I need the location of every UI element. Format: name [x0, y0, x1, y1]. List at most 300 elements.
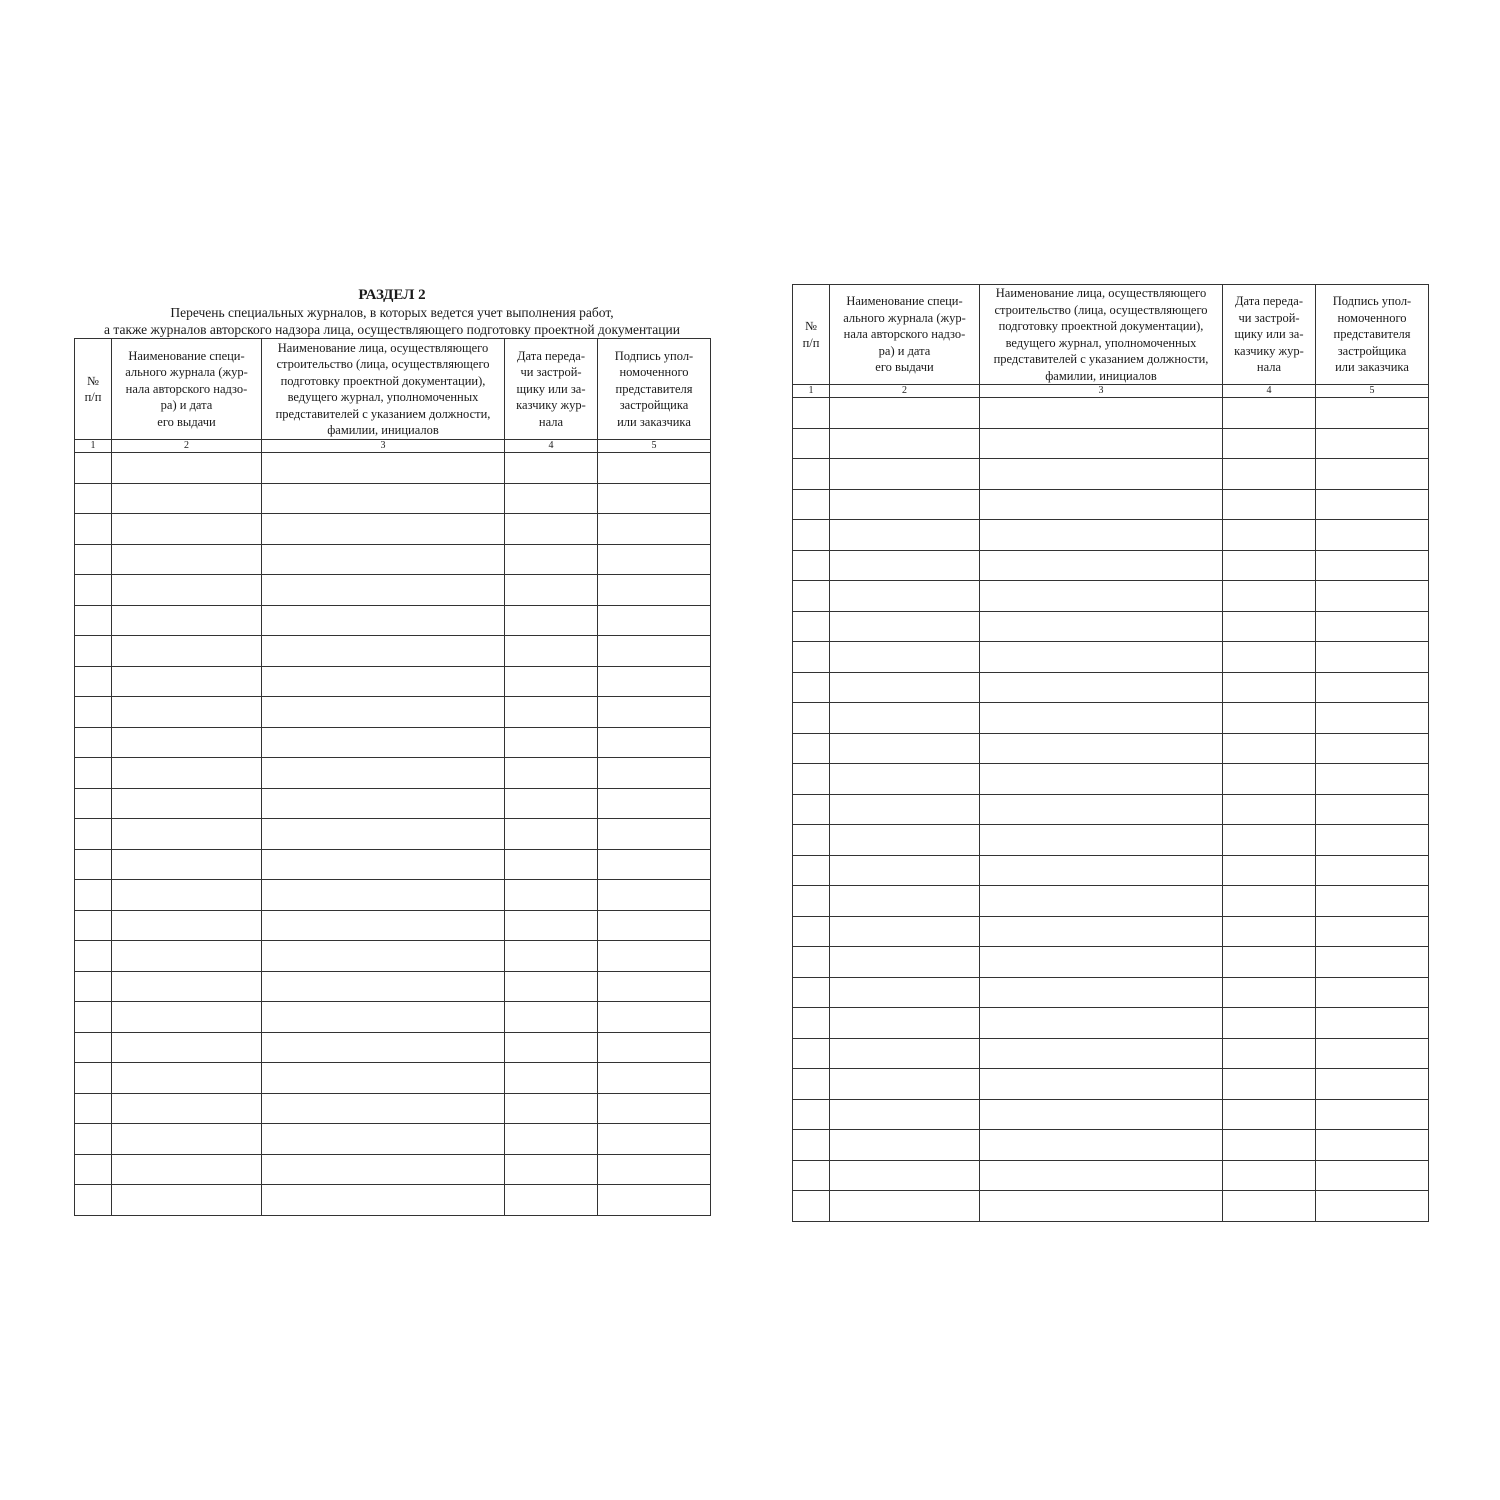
header-line: №	[87, 373, 99, 388]
cell-responsible-person[interactable]	[980, 764, 1223, 795]
cell-signature[interactable]	[598, 697, 711, 728]
cell-signature[interactable]	[1316, 794, 1429, 825]
cell-signature[interactable]	[598, 880, 711, 911]
cell-transfer-date[interactable]	[1223, 520, 1316, 551]
cell-journal-name[interactable]	[112, 1063, 262, 1094]
cell-number[interactable]	[793, 1069, 830, 1100]
cell-number[interactable]	[75, 880, 112, 911]
cell-journal-name[interactable]	[830, 1008, 980, 1039]
table-row	[793, 703, 1429, 734]
cell-journal-name[interactable]	[830, 428, 980, 459]
right-page	[792, 284, 1428, 1222]
cell-responsible-person[interactable]	[262, 880, 505, 911]
cell-transfer-date[interactable]	[1223, 1069, 1316, 1100]
cell-journal-name[interactable]	[112, 758, 262, 789]
cell-transfer-date[interactable]	[505, 819, 598, 850]
cell-number[interactable]	[793, 581, 830, 612]
cell-transfer-date[interactable]	[1223, 428, 1316, 459]
cell-signature[interactable]	[1316, 642, 1429, 673]
cell-number[interactable]	[793, 916, 830, 947]
cell-responsible-person[interactable]	[262, 849, 505, 880]
table-row	[793, 550, 1429, 581]
cell-responsible-person[interactable]	[262, 941, 505, 972]
cell-responsible-person[interactable]	[262, 605, 505, 636]
cell-number[interactable]	[793, 977, 830, 1008]
cell-responsible-person[interactable]	[980, 398, 1223, 429]
cell-signature[interactable]	[1316, 581, 1429, 612]
header-line: №	[805, 319, 817, 333]
table-row	[793, 1191, 1429, 1222]
cell-responsible-person[interactable]	[980, 855, 1223, 886]
header-line: или заказчика	[1335, 360, 1409, 375]
cell-responsible-person[interactable]	[980, 733, 1223, 764]
cell-signature[interactable]	[1316, 672, 1429, 703]
cell-number[interactable]	[793, 794, 830, 825]
cell-transfer-date[interactable]	[505, 453, 598, 484]
cell-journal-name[interactable]	[830, 733, 980, 764]
cell-signature[interactable]	[1316, 703, 1429, 734]
cell-responsible-person[interactable]	[980, 1191, 1223, 1222]
cell-journal-name[interactable]	[830, 825, 980, 856]
cell-signature[interactable]	[1316, 520, 1429, 551]
cell-responsible-person[interactable]	[262, 514, 505, 545]
cell-transfer-date[interactable]	[1223, 1191, 1316, 1222]
cell-journal-name[interactable]	[830, 550, 980, 581]
cell-signature[interactable]	[1316, 1099, 1429, 1130]
cell-number[interactable]	[75, 636, 112, 667]
cell-transfer-date[interactable]	[1223, 825, 1316, 856]
cell-transfer-date[interactable]	[505, 697, 598, 728]
cell-signature[interactable]	[1316, 1191, 1429, 1222]
cell-journal-name[interactable]	[830, 1130, 980, 1161]
cell-number[interactable]	[793, 489, 830, 520]
cell-transfer-date[interactable]	[1223, 1008, 1316, 1039]
cell-signature[interactable]	[598, 971, 711, 1002]
cell-transfer-date[interactable]	[505, 1063, 598, 1094]
cell-number[interactable]	[75, 1124, 112, 1155]
header-journal-name	[112, 339, 262, 440]
cell-number[interactable]	[75, 483, 112, 514]
cell-transfer-date[interactable]	[505, 1002, 598, 1033]
column-number: 4	[505, 440, 598, 453]
cell-signature[interactable]	[598, 819, 711, 850]
cell-responsible-person[interactable]	[980, 916, 1223, 947]
cell-signature[interactable]	[1316, 428, 1429, 459]
cell-signature[interactable]	[598, 1185, 711, 1216]
cell-journal-name[interactable]	[830, 581, 980, 612]
cell-responsible-person[interactable]	[262, 575, 505, 606]
cell-journal-name[interactable]	[830, 611, 980, 642]
cell-signature[interactable]	[1316, 1130, 1429, 1161]
cell-responsible-person[interactable]	[262, 910, 505, 941]
cell-responsible-person[interactable]	[980, 672, 1223, 703]
cell-number[interactable]	[75, 849, 112, 880]
cell-journal-name[interactable]	[112, 880, 262, 911]
column-number-row	[75, 440, 711, 453]
header-line: ра) и дата	[878, 343, 931, 358]
table-row	[793, 825, 1429, 856]
header-signature	[598, 339, 711, 440]
header-journal-name	[830, 285, 980, 385]
cell-signature[interactable]	[1316, 1038, 1429, 1069]
cell-transfer-date[interactable]	[505, 1093, 598, 1124]
cell-signature[interactable]	[598, 758, 711, 789]
cell-responsible-person[interactable]	[980, 489, 1223, 520]
header-line: Подпись упол-	[1332, 294, 1412, 309]
cell-responsible-person[interactable]	[980, 886, 1223, 917]
cell-journal-name[interactable]	[112, 1002, 262, 1033]
cell-journal-name[interactable]	[830, 947, 980, 978]
table-row	[793, 1099, 1429, 1130]
cell-signature[interactable]	[1316, 398, 1429, 429]
cell-transfer-date[interactable]	[1223, 1130, 1316, 1161]
cell-signature[interactable]	[1316, 1008, 1429, 1039]
cell-number[interactable]	[75, 544, 112, 575]
cell-responsible-person[interactable]	[262, 1185, 505, 1216]
table-row	[793, 1038, 1429, 1069]
cell-number[interactable]	[75, 1185, 112, 1216]
cell-number[interactable]	[75, 514, 112, 545]
cell-transfer-date[interactable]	[505, 758, 598, 789]
cell-responsible-person[interactable]	[980, 703, 1223, 734]
cell-transfer-date[interactable]	[505, 1124, 598, 1155]
cell-transfer-date[interactable]	[1223, 794, 1316, 825]
cell-responsible-person[interactable]	[980, 1008, 1223, 1039]
cell-transfer-date[interactable]	[505, 880, 598, 911]
cell-signature[interactable]	[1316, 977, 1429, 1008]
cell-responsible-person[interactable]	[980, 1099, 1223, 1130]
cell-responsible-person[interactable]	[980, 459, 1223, 490]
cell-journal-name[interactable]	[112, 819, 262, 850]
cell-journal-name[interactable]	[112, 575, 262, 606]
cell-journal-name[interactable]	[112, 788, 262, 819]
cell-transfer-date[interactable]	[1223, 855, 1316, 886]
cell-signature[interactable]	[1316, 855, 1429, 886]
cell-signature[interactable]	[598, 636, 711, 667]
cell-number[interactable]	[75, 727, 112, 758]
cell-responsible-person[interactable]	[262, 636, 505, 667]
table-row	[75, 1093, 711, 1124]
cell-signature[interactable]	[1316, 886, 1429, 917]
cell-number[interactable]	[793, 855, 830, 886]
table-row	[793, 1008, 1429, 1039]
cell-number[interactable]	[793, 764, 830, 795]
cell-transfer-date[interactable]	[505, 1032, 598, 1063]
cell-responsible-person[interactable]	[980, 1130, 1223, 1161]
cell-journal-name[interactable]	[112, 605, 262, 636]
cell-number[interactable]	[75, 1093, 112, 1124]
header-line: ведущего журнал, уполномоченных	[287, 390, 479, 404]
cell-responsible-person[interactable]	[980, 550, 1223, 581]
cell-journal-name[interactable]	[830, 1160, 980, 1191]
header-responsible-person	[262, 339, 505, 440]
cell-number[interactable]	[75, 788, 112, 819]
cell-journal-name[interactable]	[830, 1038, 980, 1069]
cell-number[interactable]	[793, 886, 830, 917]
cell-number[interactable]	[793, 398, 830, 429]
cell-transfer-date[interactable]	[505, 941, 598, 972]
cell-journal-name[interactable]	[112, 514, 262, 545]
cell-responsible-person[interactable]	[980, 428, 1223, 459]
cell-responsible-person[interactable]	[262, 453, 505, 484]
cell-signature[interactable]	[598, 941, 711, 972]
cell-number[interactable]	[75, 910, 112, 941]
table-row	[793, 855, 1429, 886]
cell-transfer-date[interactable]	[1223, 1099, 1316, 1130]
cell-number[interactable]	[75, 605, 112, 636]
cell-number[interactable]	[793, 611, 830, 642]
cell-journal-name[interactable]	[112, 483, 262, 514]
header-line: чи застрой-	[1238, 310, 1300, 325]
cell-journal-name[interactable]	[830, 977, 980, 1008]
cell-number[interactable]	[75, 1154, 112, 1185]
cell-number[interactable]	[75, 1032, 112, 1063]
cell-journal-name[interactable]	[112, 971, 262, 1002]
cell-transfer-date[interactable]	[505, 1154, 598, 1185]
cell-journal-name[interactable]	[830, 672, 980, 703]
cell-journal-name[interactable]	[830, 703, 980, 734]
cell-journal-name[interactable]	[830, 489, 980, 520]
cell-journal-name[interactable]	[112, 910, 262, 941]
cell-number[interactable]	[75, 666, 112, 697]
cell-transfer-date[interactable]	[505, 514, 598, 545]
cell-journal-name[interactable]	[112, 1185, 262, 1216]
cell-journal-name[interactable]	[112, 941, 262, 972]
cell-signature[interactable]	[1316, 459, 1429, 490]
cell-signature[interactable]	[1316, 825, 1429, 856]
cell-transfer-date[interactable]	[1223, 1160, 1316, 1191]
cell-journal-name[interactable]	[830, 1191, 980, 1222]
cell-journal-name[interactable]	[830, 855, 980, 886]
cell-signature[interactable]	[598, 1002, 711, 1033]
header-line: номоченного	[1337, 310, 1407, 325]
cell-number[interactable]	[793, 1191, 830, 1222]
cell-number[interactable]	[793, 947, 830, 978]
cell-responsible-person[interactable]	[262, 819, 505, 850]
journal-table-continued	[792, 284, 1429, 1222]
cell-transfer-date[interactable]	[1223, 977, 1316, 1008]
cell-transfer-date[interactable]	[505, 605, 598, 636]
cell-transfer-date[interactable]	[1223, 1038, 1316, 1069]
cell-journal-name[interactable]	[830, 794, 980, 825]
column-number: 5	[598, 440, 711, 453]
cell-number[interactable]	[793, 550, 830, 581]
cell-signature[interactable]	[1316, 733, 1429, 764]
cell-number[interactable]	[75, 697, 112, 728]
cell-responsible-person[interactable]	[262, 1063, 505, 1094]
cell-transfer-date[interactable]	[1223, 916, 1316, 947]
cell-transfer-date[interactable]	[505, 788, 598, 819]
left-page	[74, 286, 710, 1216]
header-line: ведущего журнал, уполномоченных	[1005, 335, 1197, 350]
cell-transfer-date[interactable]	[505, 544, 598, 575]
cell-signature[interactable]	[598, 483, 711, 514]
table-row	[75, 483, 711, 514]
cell-number[interactable]	[793, 642, 830, 673]
cell-responsible-person[interactable]	[262, 697, 505, 728]
cell-number[interactable]	[75, 453, 112, 484]
cell-number[interactable]	[793, 428, 830, 459]
cell-responsible-person[interactable]	[980, 1069, 1223, 1100]
cell-signature[interactable]	[598, 910, 711, 941]
cell-signature[interactable]	[1316, 611, 1429, 642]
header-number	[793, 285, 830, 385]
cell-signature[interactable]	[598, 849, 711, 880]
cell-number[interactable]	[793, 733, 830, 764]
cell-number[interactable]	[793, 520, 830, 551]
cell-journal-name[interactable]	[830, 1069, 980, 1100]
cell-transfer-date[interactable]	[1223, 733, 1316, 764]
column-number: 1	[75, 440, 112, 453]
cell-number[interactable]	[793, 459, 830, 490]
cell-number[interactable]	[793, 1038, 830, 1069]
cell-signature[interactable]	[598, 1032, 711, 1063]
cell-transfer-date[interactable]	[505, 971, 598, 1002]
cell-signature[interactable]	[598, 453, 711, 484]
cell-transfer-date[interactable]	[505, 910, 598, 941]
cell-transfer-date[interactable]	[505, 727, 598, 758]
cell-journal-name[interactable]	[112, 849, 262, 880]
cell-journal-name[interactable]	[112, 1124, 262, 1155]
cell-signature[interactable]	[598, 1124, 711, 1155]
cell-responsible-person[interactable]	[980, 1160, 1223, 1191]
cell-number[interactable]	[75, 758, 112, 789]
cell-journal-name[interactable]	[112, 727, 262, 758]
cell-responsible-person[interactable]	[262, 666, 505, 697]
cell-responsible-person[interactable]	[980, 947, 1223, 978]
cell-responsible-person[interactable]	[262, 1154, 505, 1185]
cell-journal-name[interactable]	[830, 398, 980, 429]
cell-number[interactable]	[793, 1160, 830, 1191]
cell-responsible-person[interactable]	[262, 544, 505, 575]
cell-journal-name[interactable]	[112, 636, 262, 667]
cell-signature[interactable]	[1316, 1160, 1429, 1191]
cell-responsible-person[interactable]	[262, 727, 505, 758]
cell-transfer-date[interactable]	[505, 483, 598, 514]
cell-journal-name[interactable]	[112, 453, 262, 484]
header-line: казчику жур-	[516, 398, 586, 413]
cell-responsible-person[interactable]	[262, 758, 505, 789]
cell-signature[interactable]	[598, 1154, 711, 1185]
cell-journal-name[interactable]	[830, 916, 980, 947]
cell-number[interactable]	[75, 1063, 112, 1094]
cell-transfer-date[interactable]	[1223, 703, 1316, 734]
cell-transfer-date[interactable]	[1223, 459, 1316, 490]
cell-journal-name[interactable]	[112, 1093, 262, 1124]
cell-number[interactable]	[75, 971, 112, 1002]
cell-responsible-person[interactable]	[980, 611, 1223, 642]
cell-responsible-person[interactable]	[262, 788, 505, 819]
cell-signature[interactable]	[598, 1093, 711, 1124]
cell-signature[interactable]	[598, 788, 711, 819]
cell-journal-name[interactable]	[112, 1154, 262, 1185]
cell-responsible-person[interactable]	[980, 977, 1223, 1008]
cell-signature[interactable]	[598, 575, 711, 606]
cell-responsible-person[interactable]	[980, 825, 1223, 856]
header-signature	[1316, 285, 1429, 385]
cell-number[interactable]	[75, 941, 112, 972]
cell-transfer-date[interactable]	[505, 575, 598, 606]
table-row	[75, 514, 711, 545]
cell-transfer-date[interactable]	[1223, 642, 1316, 673]
cell-journal-name[interactable]	[112, 697, 262, 728]
cell-responsible-person[interactable]	[262, 1093, 505, 1124]
cell-signature[interactable]	[598, 1063, 711, 1094]
cell-transfer-date[interactable]	[1223, 398, 1316, 429]
cell-transfer-date[interactable]	[1223, 764, 1316, 795]
cell-signature[interactable]	[598, 605, 711, 636]
cell-signature[interactable]	[1316, 947, 1429, 978]
cell-signature[interactable]	[1316, 1069, 1429, 1100]
cell-signature[interactable]	[1316, 489, 1429, 520]
cell-number[interactable]	[793, 825, 830, 856]
table-row	[75, 941, 711, 972]
cell-number[interactable]	[75, 575, 112, 606]
cell-signature[interactable]	[598, 666, 711, 697]
cell-journal-name[interactable]	[830, 642, 980, 673]
cell-signature[interactable]	[598, 544, 711, 575]
cell-number[interactable]	[75, 819, 112, 850]
cell-journal-name[interactable]	[830, 886, 980, 917]
header-responsible-person	[980, 285, 1223, 385]
cell-journal-name[interactable]	[830, 1099, 980, 1130]
cell-transfer-date[interactable]	[1223, 489, 1316, 520]
cell-transfer-date[interactable]	[505, 1185, 598, 1216]
cell-journal-name[interactable]	[112, 666, 262, 697]
cell-journal-name[interactable]	[830, 520, 980, 551]
cell-transfer-date[interactable]	[1223, 550, 1316, 581]
cell-journal-name[interactable]	[830, 459, 980, 490]
cell-journal-name[interactable]	[112, 1032, 262, 1063]
cell-signature[interactable]	[1316, 916, 1429, 947]
table-row	[75, 1154, 711, 1185]
cell-responsible-person[interactable]	[980, 1038, 1223, 1069]
cell-journal-name[interactable]	[112, 544, 262, 575]
cell-responsible-person[interactable]	[262, 1124, 505, 1155]
section-header	[74, 286, 710, 338]
cell-number[interactable]	[793, 1130, 830, 1161]
cell-transfer-date[interactable]	[1223, 581, 1316, 612]
cell-transfer-date[interactable]	[1223, 672, 1316, 703]
cell-number[interactable]	[793, 672, 830, 703]
cell-transfer-date[interactable]	[1223, 886, 1316, 917]
cell-signature[interactable]	[1316, 764, 1429, 795]
cell-signature[interactable]	[1316, 550, 1429, 581]
cell-number[interactable]	[793, 1099, 830, 1130]
cell-number[interactable]	[793, 1008, 830, 1039]
table-row	[793, 916, 1429, 947]
cell-journal-name[interactable]	[830, 764, 980, 795]
cell-responsible-person[interactable]	[262, 483, 505, 514]
cell-number[interactable]	[75, 1002, 112, 1033]
cell-responsible-person[interactable]	[980, 794, 1223, 825]
cell-transfer-date[interactable]	[1223, 611, 1316, 642]
section-title: РАЗДЕЛ 2	[358, 287, 426, 303]
cell-responsible-person[interactable]	[980, 520, 1223, 551]
cell-responsible-person[interactable]	[262, 971, 505, 1002]
cell-signature[interactable]	[598, 727, 711, 758]
cell-transfer-date[interactable]	[1223, 947, 1316, 978]
cell-responsible-person[interactable]	[262, 1002, 505, 1033]
cell-transfer-date[interactable]	[505, 636, 598, 667]
cell-responsible-person[interactable]	[980, 642, 1223, 673]
cell-transfer-date[interactable]	[505, 666, 598, 697]
cell-signature[interactable]	[598, 514, 711, 545]
cell-transfer-date[interactable]	[505, 849, 598, 880]
cell-responsible-person[interactable]	[980, 581, 1223, 612]
cell-number[interactable]	[793, 703, 830, 734]
cell-responsible-person[interactable]	[262, 1032, 505, 1063]
